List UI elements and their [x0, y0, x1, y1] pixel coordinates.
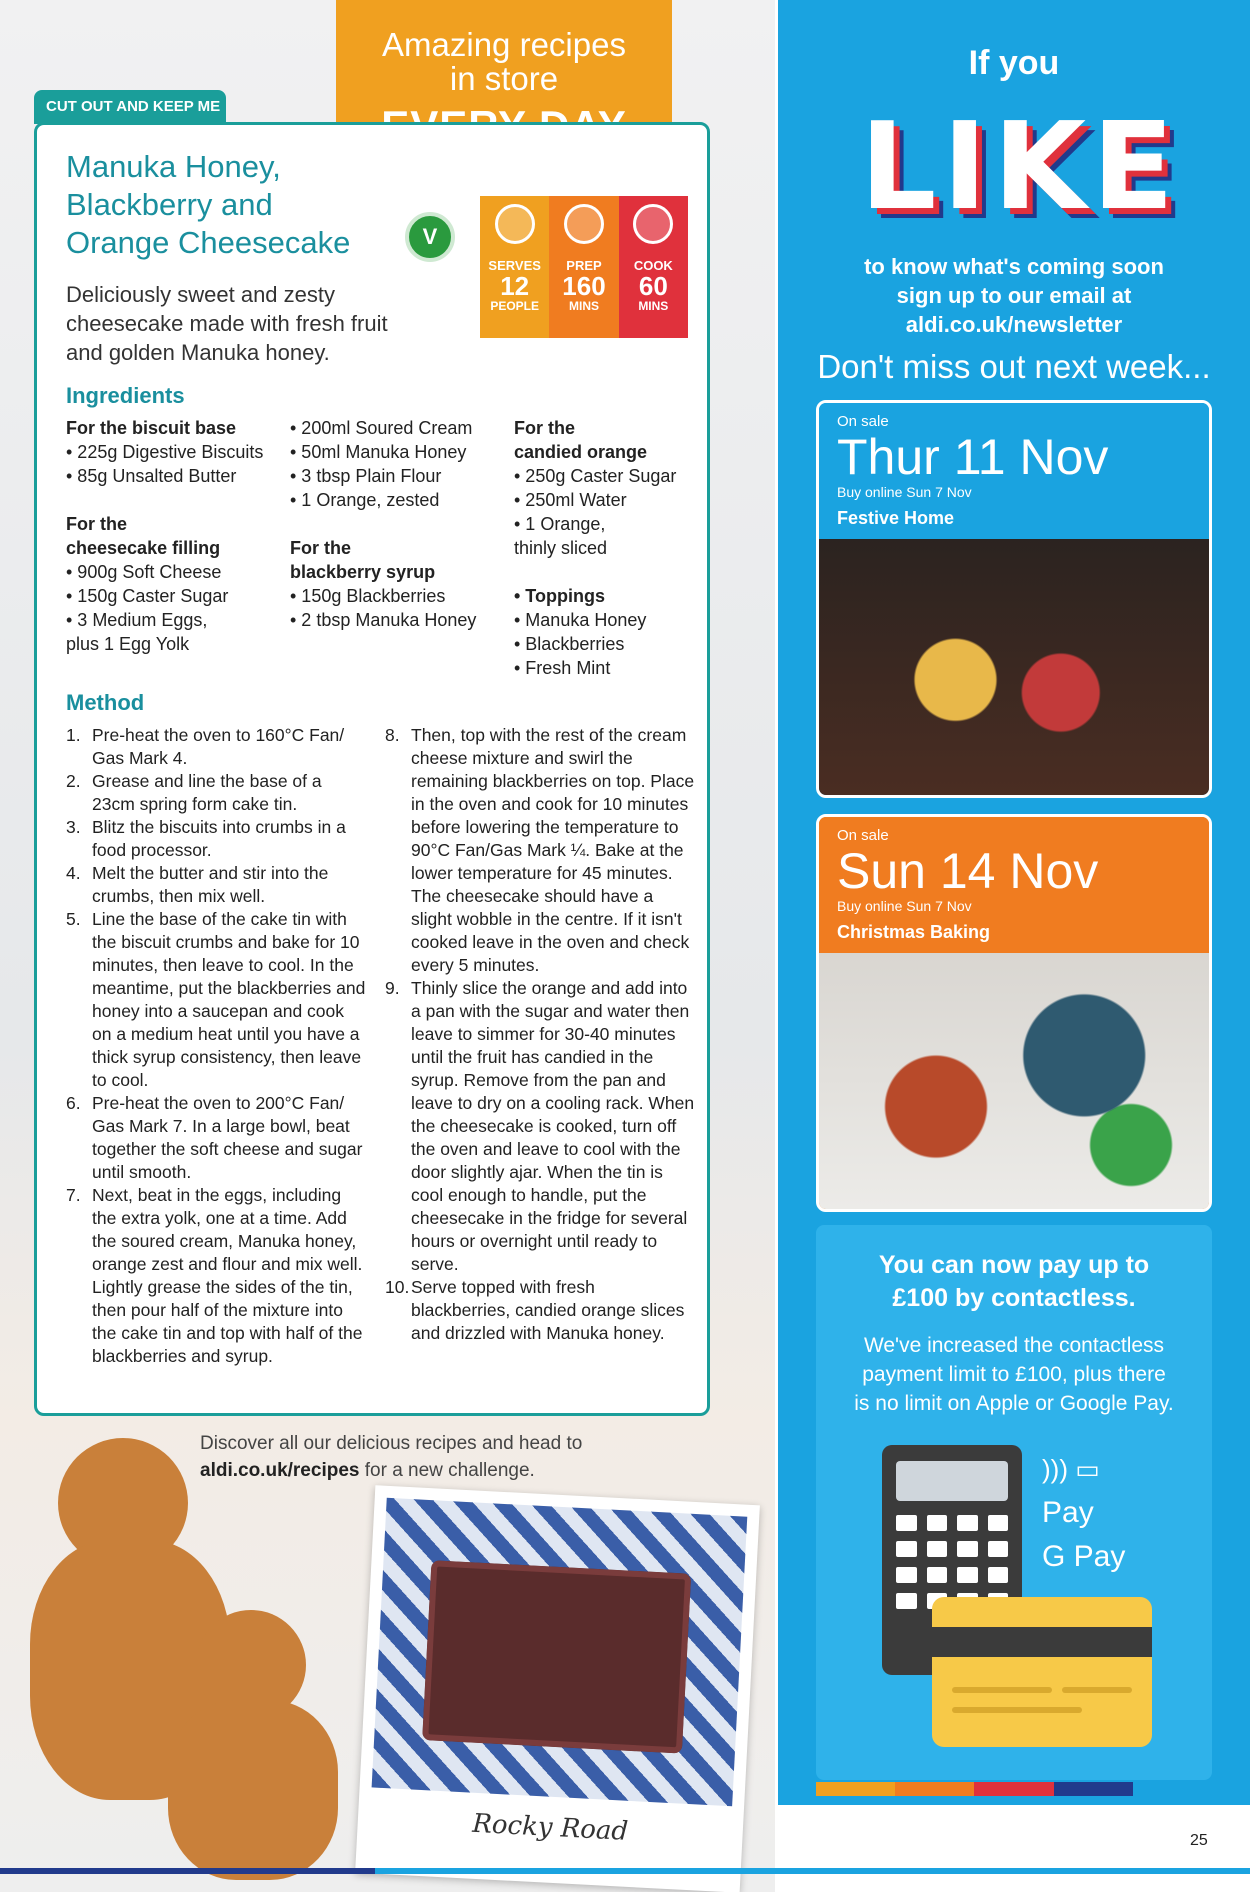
ingredient-item: • 150g Blackberries [290, 586, 446, 606]
step-text: Line the base of the cake tin with the biscuit crumbs and bake for 10 minutes, then leave to cool. In the meantime, put the blackberries and honey into a saucepan and cook on a medium heat until you have a thick syrup consistency, then leave to cool. [92, 909, 366, 1090]
ingredient-item: • 1 Orange, zested [290, 490, 440, 510]
ingredient-subheading: For the biscuit base [66, 418, 237, 438]
method-step [66, 816, 366, 862]
on-sale-label: On sale [837, 827, 889, 844]
title-line: Blackberry and [66, 187, 273, 222]
ingredient-item: • 2 tbsp Manuka Honey [290, 610, 477, 630]
step-number: 3. [66, 817, 81, 837]
body-line: is no limit on Apple or Google Pay. [854, 1392, 1174, 1415]
payment-card-icon [932, 1597, 1152, 1747]
step-text: Serve topped with fresh blackberries, candied orange slices and drizzled with Manuka honey. [411, 1277, 685, 1343]
ingredients-column-3 [514, 416, 704, 680]
method-step [66, 908, 366, 1092]
recipe-stats [480, 196, 688, 338]
method-heading: Method [66, 690, 145, 715]
ingredient-item: • 250ml Water [514, 490, 627, 510]
signup-line: sign up to our email at [896, 283, 1132, 308]
title-line: Manuka Honey, [66, 149, 281, 184]
ingredient-item: • Manuka Honey [514, 610, 647, 630]
discover-recipes [200, 1430, 640, 1484]
step-text: Next, beat in the eggs, including the extra yolk, one at a time. Add the soured cream, Manuka honey, orange zest and flour and mix well. Lightly grease the sides of the tin, then pour half of the mixture into the cake tin and top with half of the blackberries and syrup. [92, 1185, 363, 1366]
body-line: We've increased the contactless [863, 1334, 1165, 1357]
step-number: 1. [66, 725, 81, 745]
vegetarian-badge: V [405, 212, 455, 262]
ingredient-subheading: cheesecake filling [66, 538, 221, 558]
ingredient-item: • 1 Orange, [514, 514, 606, 534]
step-number: 2. [66, 771, 81, 791]
method-step [66, 770, 366, 816]
stat-unit: PEOPLE [490, 299, 539, 313]
method-step [66, 1184, 366, 1368]
method-column-right [385, 724, 695, 1345]
method-step [385, 977, 695, 1276]
chef-hat-icon [564, 204, 604, 244]
dont-miss-heading: Don't miss out next week... [817, 348, 1211, 385]
step-text: Pre-heat the oven to 160°C Fan/ Gas Mark 4. [92, 725, 345, 768]
signup-line: to know what's coming soon [864, 254, 1164, 279]
stat-unit: MINS [568, 299, 599, 313]
sale-date: Sun 14 Nov [837, 843, 1099, 899]
page-number: 25 [1190, 1832, 1208, 1849]
sale-date: Thur 11 Nov [837, 429, 1109, 485]
sale-card-christmas-baking[interactable] [816, 814, 1212, 1212]
step-text: Pre-heat the oven to 200°C Fan/ Gas Mark 7. In a large bowl, beat together the soft cheese and sugar until smooth. [92, 1093, 363, 1182]
sale-card-festive-home[interactable] [816, 400, 1212, 798]
step-number: 10. [385, 1277, 410, 1297]
on-sale-label: On sale [837, 413, 889, 430]
wallet-logos [1042, 1447, 1125, 1579]
like-heading: LIKE [859, 98, 1181, 237]
rocky-road-image [372, 1498, 748, 1806]
rocky-road-photo [355, 1485, 760, 1892]
ingredient-subheading: For the [66, 514, 127, 534]
contactless-headline [816, 1249, 1212, 1315]
stat-value: 12 [500, 271, 530, 301]
brand-stripes [816, 1782, 1212, 1796]
stat-label: COOK [633, 258, 673, 273]
ingredient-item: • Blackberries [514, 634, 625, 654]
method-step [66, 1092, 366, 1184]
discover-line: Discover all our delicious recipes and head to [200, 1433, 583, 1454]
banner-line-1: Amazing recipes [382, 26, 626, 63]
headline-line: You can now pay up to [878, 1251, 1150, 1279]
ingredient-item: • 225g Digestive Biscuits [66, 442, 264, 462]
banner-line-2: in store [449, 60, 559, 97]
step-text: Grease and line the base of a 23cm spring form cake tin. [92, 771, 322, 814]
clock-icon [633, 204, 673, 244]
ingredient-item: • 3 tbsp Plain Flour [290, 466, 442, 486]
method-step [66, 862, 366, 908]
buy-online-date: Buy online Sun 7 Nov [837, 898, 972, 914]
ingredient-item: • 3 Medium Eggs, [66, 610, 208, 630]
recipe-intro: Deliciously sweet and zesty cheesecake made with fresh fruit and golden Manuka honey. [66, 282, 388, 365]
apple-pay-logo: Pay [1042, 1496, 1094, 1529]
ingredient-subheading: For the [514, 418, 575, 438]
method-column-left [66, 724, 366, 1368]
stat-value: 60 [638, 271, 668, 301]
method-step [385, 1276, 695, 1345]
sale-category: Festive Home [837, 508, 955, 528]
newsletter-link[interactable]: aldi.co.uk/newsletter [905, 312, 1123, 337]
step-text: Melt the butter and stir into the crumbs, then mix well. [92, 863, 329, 906]
recipes-link[interactable]: aldi.co.uk/recipes [200, 1460, 360, 1481]
photo-caption: Rocky Road [471, 1808, 629, 1847]
sale-header [819, 403, 1209, 539]
spacer [66, 488, 286, 512]
contactless-panel [816, 1225, 1212, 1780]
cutlery-icon [495, 204, 535, 244]
sale-category: Christmas Baking [837, 922, 991, 942]
google-pay-logo: G Pay [1042, 1540, 1126, 1573]
ingredient-item: • 900g Soft Cheese [66, 562, 222, 582]
spacer [290, 512, 510, 536]
step-number: 9. [385, 978, 400, 998]
contactless-icon: ))) ▭ [1042, 1454, 1100, 1484]
step-number: 6. [66, 1093, 81, 1113]
ingredient-subheading: • Toppings [514, 586, 605, 606]
stat-prep [549, 196, 618, 338]
ingredient-item: plus 1 Egg Yolk [66, 634, 190, 654]
spacer [514, 560, 704, 584]
cut-out-tag: CUT OUT AND KEEP ME [34, 90, 226, 124]
step-number: 7. [66, 1185, 81, 1205]
discover-line-rest: for a new challenge. [359, 1460, 535, 1481]
recipe-title [66, 148, 396, 262]
method-step [385, 724, 695, 977]
ingredient-subheading: candied orange [514, 442, 648, 462]
baking-image [819, 953, 1209, 1209]
method-step [66, 724, 366, 770]
buy-online-date: Buy online Sun 7 Nov [837, 484, 972, 500]
step-number: 4. [66, 863, 81, 883]
ingredient-subheading: For the [290, 538, 351, 558]
if-you-text: If you [968, 44, 1060, 82]
stat-value: 160 [562, 271, 606, 301]
body-line: payment limit to £100, plus there [862, 1363, 1166, 1386]
newsletter-signup [778, 252, 1250, 339]
step-text: Blitz the biscuits into crumbs in a food processor. [92, 817, 346, 860]
ingredients-column-1 [66, 416, 286, 656]
ingredient-item: • 250g Caster Sugar [514, 466, 677, 486]
ingredient-item: • 85g Unsalted Butter [66, 466, 237, 486]
sale-header [819, 817, 1209, 953]
step-number: 5. [66, 909, 81, 929]
ingredient-item: • 50ml Manuka Honey [290, 442, 467, 462]
step-text: Thinly slice the orange and add into a pan with the sugar and water then leave to simmer for 30-40 minutes until the fruit has candied in the syrup. Remove from the pan and leave to dry on a cooling rack. When the cheesecake is cooked, turn off the oven and leave to cool with the door slightly ajar. When the tin is cool enough to handle, put the cheesecake in the fridge for several hours or overnight until ready to serve. [411, 978, 695, 1274]
step-number: 8. [385, 725, 400, 745]
ingredients-heading: Ingredients [66, 383, 185, 408]
stat-label: SERVES [488, 258, 541, 273]
ingredient-item: • Fresh Mint [514, 658, 611, 678]
ingredient-item: • 200ml Soured Cream [290, 418, 473, 438]
ingredients-column-2 [290, 416, 510, 632]
stat-unit: MINS [638, 299, 669, 313]
title-line: Orange Cheesecake [66, 225, 351, 260]
ingredient-subheading: blackberry syrup [290, 562, 436, 582]
headline-line: £100 by contactless. [892, 1284, 1136, 1312]
ingredient-item: • 150g Caster Sugar [66, 586, 229, 606]
ingredient-item: thinly sliced [514, 538, 608, 558]
bottom-bar [0, 1868, 1250, 1874]
step-text: Then, top with the rest of the cream cheese mixture and swirl the remaining blackberries on top. Place in the oven and cook for 10 minutes before lowering the temperature to 90°C Fan/Gas Mark ¼. Bake at the lower temperature for 45 minutes. The cheesecake should have a slight wobble in the centre. If it isn't cooked leave in the oven and check every 5 minutes. [411, 725, 695, 975]
stat-label: PREP [566, 258, 602, 273]
candles-image [819, 539, 1209, 795]
stat-serves [480, 196, 549, 338]
contactless-body [816, 1331, 1212, 1418]
stat-cook [619, 196, 688, 338]
